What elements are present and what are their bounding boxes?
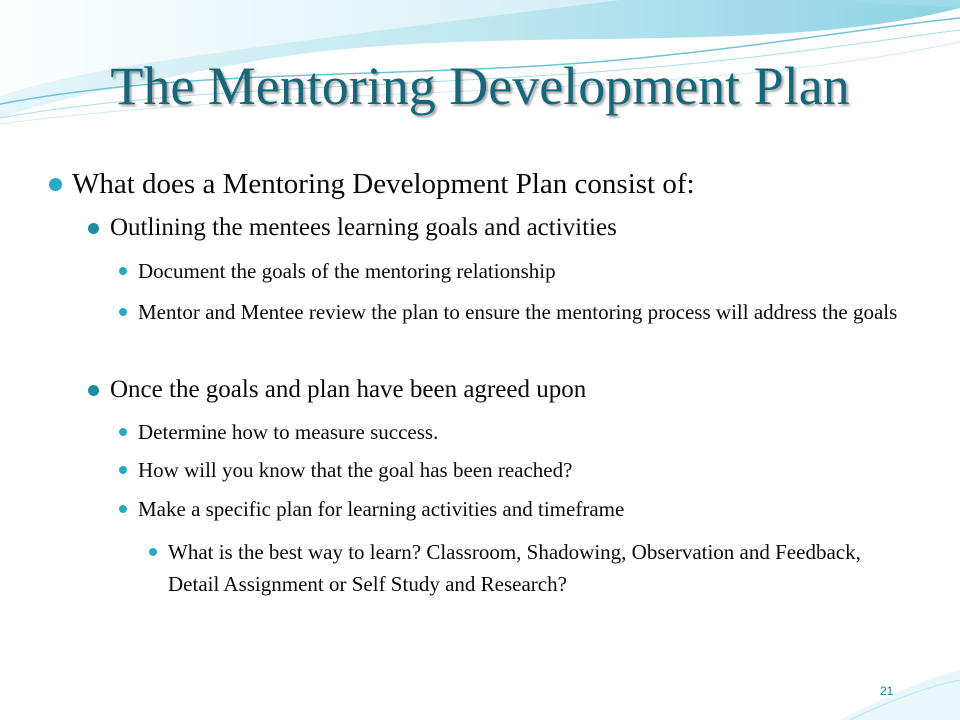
bullet-text: Outlining the mentees learning goals and activities <box>110 214 617 241</box>
bullet-dot-icon <box>119 267 127 275</box>
bullet-text: What is the best way to learn? Classroom, Shadowing, Observation and Feedback, Detail Assignment or Self Study and Research? <box>168 540 861 596</box>
bullet-text: Mentor and Mentee review the plan to ensure the mentoring process will address the goals <box>138 300 898 324</box>
page-number: 21 <box>880 684 894 698</box>
bullet-level3 <box>138 416 908 448</box>
bullet-dot-icon <box>119 505 127 513</box>
bullet-text: What does a Mentoring Development Plan consist of: <box>72 168 695 200</box>
bullet-level3 <box>138 296 908 328</box>
bullet-level2 <box>110 374 920 406</box>
bullet-dot-icon <box>119 428 127 436</box>
bullet-dot-icon <box>49 178 62 191</box>
bullet-text: Make a specific plan for learning activities and timeframe <box>138 497 625 521</box>
bullet-level3 <box>138 493 908 525</box>
bullet-dot-icon <box>119 308 127 316</box>
bullet-dot-icon <box>88 385 99 396</box>
bullet-text: Once the goals and plan have been agreed upon <box>110 376 587 403</box>
bullet-level4 <box>168 536 908 600</box>
bullet-level1 <box>72 166 912 202</box>
bullet-level3 <box>138 255 908 287</box>
bullet-text: How will you know that the goal has been reached? <box>138 458 573 482</box>
bullet-level2 <box>110 212 920 244</box>
bullet-text: Document the goals of the mentoring relationship <box>138 259 556 283</box>
bullet-text: Determine how to measure success. <box>138 420 439 444</box>
bullet-dot-icon <box>149 548 157 556</box>
bullet-level3 <box>138 454 908 486</box>
slide-title: The Mentoring Development Plan <box>110 56 850 116</box>
bullet-dot-icon <box>119 466 127 474</box>
bullet-dot-icon <box>88 223 99 234</box>
